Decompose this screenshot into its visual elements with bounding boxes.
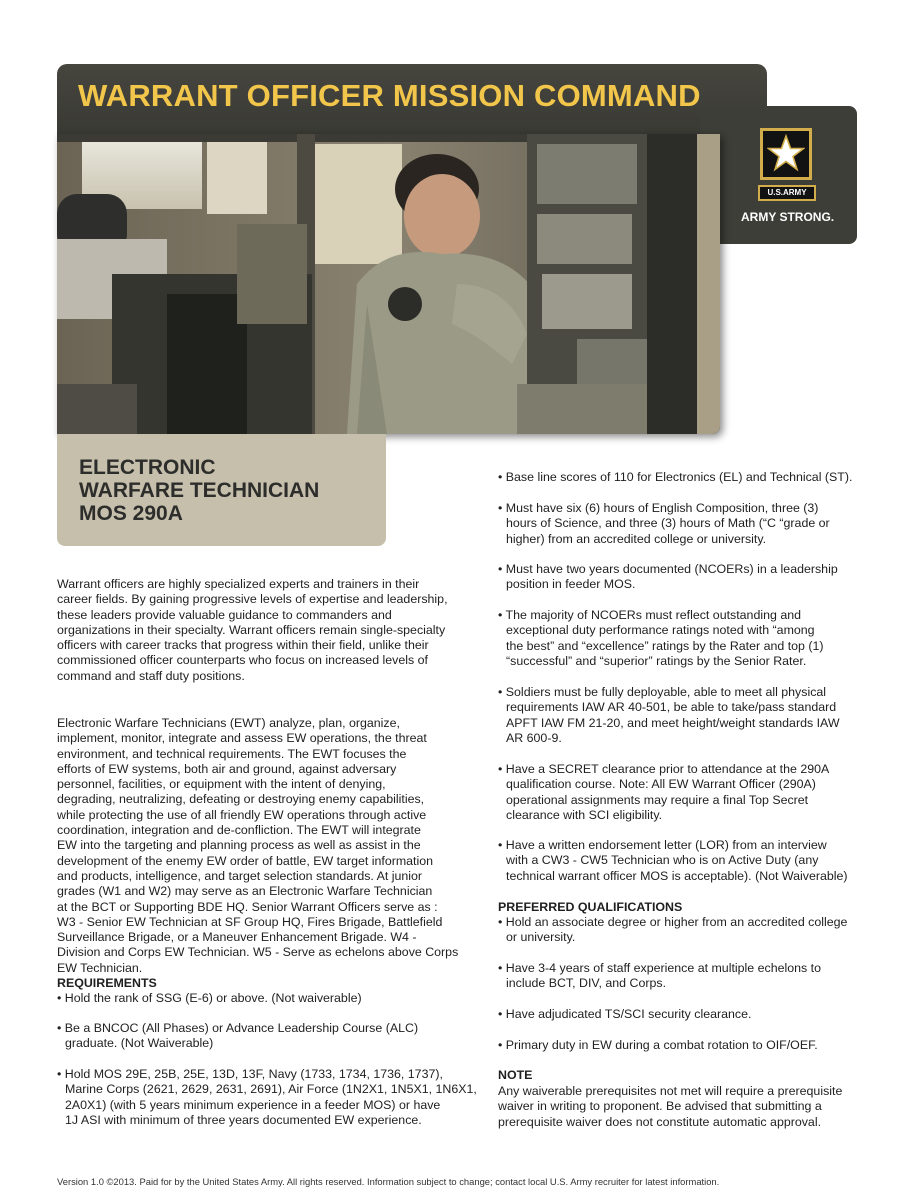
- note-text: [498, 1084, 870, 1130]
- army-star-icon: [760, 128, 812, 180]
- preferred-item: [498, 1038, 870, 1053]
- text-line: operational assignments may require a final Top Secret: [506, 792, 809, 807]
- text-line: EW Technician.: [57, 960, 143, 975]
- text-line: • Have adjudicated TS/SCI security clearance.: [498, 1007, 752, 1021]
- intro-paragraph: [57, 577, 465, 684]
- text-line: graduate. (Not Waiverable): [65, 1036, 214, 1051]
- text-line: • Hold the rank of SSG (E-6) or above. (Not waiverable): [57, 991, 362, 1005]
- text-line: hours of Science, and three (3) hours of Math (“C “grade or: [506, 516, 830, 531]
- text-line: Warrant officers are highly specialized experts and trainers in their: [57, 577, 420, 591]
- text-line: APFT IAW FM 21-20, and meet height/weight standards IAW: [506, 715, 840, 730]
- text-line: Any waiverable prerequisites not met will require a prerequisite: [498, 1084, 843, 1098]
- text-line: qualification course. Note: All EW Warrant Officer (290A): [506, 777, 816, 792]
- job-title-line: WARFARE TECHNICIAN: [79, 479, 320, 502]
- page-title: WARRANT OFFICER MISSION COMMAND: [78, 78, 701, 113]
- text-line: implement, monitor, integrate and assess EW operations, the threat: [57, 731, 427, 746]
- requirement-item: [57, 991, 467, 1006]
- text-line: • Have a SECRET clearance prior to attendance at the 290A: [498, 762, 830, 776]
- text-line: include BCT, DIV, and Corps.: [506, 976, 667, 991]
- text-line: or university.: [506, 930, 576, 945]
- text-line: “successful” and “superior” ratings by the Senior Rater.: [506, 653, 807, 668]
- text-line: prerequisite waiver does not constitute automatic approval.: [498, 1114, 822, 1129]
- text-line: personnel, facilities, or equipment with the intent of denying,: [57, 777, 386, 792]
- text-line: higher) from an accredited college or university.: [506, 531, 767, 546]
- requirement-item: [498, 470, 870, 485]
- text-line: 2A0X1) (with 5 years minimum experience in a feeder MOS) or have: [65, 1097, 441, 1112]
- text-line: technical warrant officer MOS is acceptable). (Not Waiverable): [506, 868, 848, 883]
- text-line: exceptional duty performance ratings noted with “among: [506, 623, 815, 638]
- army-strong-slogan: ARMY STRONG.: [741, 210, 835, 224]
- text-line: while protecting the use of all friendly EW operations through active: [57, 807, 427, 822]
- text-line: organizations in their specialty. Warrant officers remain single-specialty: [57, 622, 446, 637]
- text-line: at the BCT or Supporting BDE HQ. Senior Warrant Officers serve as :: [57, 899, 438, 914]
- text-line: requirements IAW AR 40-501, be able to take/pass standard: [506, 700, 837, 715]
- text-line: efforts of EW systems, both air and ground, against adversary: [57, 761, 397, 776]
- text-line: • Have 3-4 years of staff experience at multiple echelons to: [498, 961, 821, 975]
- job-title-mos: MOS 290A: [79, 502, 183, 525]
- preferred-item: [498, 1007, 870, 1022]
- text-line: coordination, integration and de-confliction. The EWT will integrate: [57, 823, 421, 838]
- requirement-item: [498, 838, 870, 884]
- text-line: Marine Corps (2621, 2629, 2631, 2691), Air Force (1N2X1, 1N5X1, 1N6X1,: [65, 1082, 477, 1097]
- text-line: grades (W1 and W2) may serve as an Electronic Warfare Technician: [57, 884, 433, 899]
- text-line: • Soldiers must be fully deployable, able to meet all physical: [498, 685, 827, 699]
- text-line: career fields. By gaining progressive levels of expertise and leadership,: [57, 592, 448, 607]
- text-line: 1J ASI with minimum of three years documented EW experience.: [65, 1112, 422, 1127]
- text-line: officers with career tracks that progress within their field, unlike their: [57, 638, 429, 653]
- text-line: clearance with SCI eligibility.: [506, 807, 663, 822]
- text-line: the best” and “excellence” ratings by the Rater and top (1): [506, 638, 824, 653]
- text-line: • Hold an associate degree or higher from an accredited college: [498, 915, 848, 929]
- text-line: waiver in writing to proponent. Be advised that submitting a: [498, 1099, 822, 1114]
- requirement-item: [498, 562, 870, 593]
- text-line: • Have a written endorsement letter (LOR) from an interview: [498, 838, 827, 852]
- text-line: position in feeder MOS.: [506, 577, 636, 592]
- footer-disclaimer: Version 1.0 ©2013. Paid for by the United States Army. All rights reserved. Information subject to change; contact local U.S. Army recruiter for latest information.: [57, 1176, 720, 1187]
- text-line: commissioned officer counterparts who focus on increased levels of: [57, 653, 428, 668]
- text-line: degrading, neutralizing, defeating or destroying enemy capabilities,: [57, 792, 425, 807]
- text-line: Electronic Warfare Technicians (EWT) analyze, plan, organize,: [57, 716, 400, 730]
- text-line: AR 600-9.: [506, 730, 562, 745]
- text-line: W3 - Senior EW Technician at SF Group HQ, Fires Brigade, Battlefield: [57, 914, 443, 929]
- army-logo: [758, 128, 816, 206]
- us-army-wordmark: U.S.ARMY: [758, 185, 816, 201]
- text-line: • Base line scores of 110 for Electronics (EL) and Technical (ST).: [498, 470, 853, 484]
- text-line: Surveillance Brigade, or a Maneuver Enhancement Brigade. W4 -: [57, 930, 417, 945]
- preferred-qualifications-heading: PREFERRED QUALIFICATIONS: [498, 900, 683, 914]
- text-line: command and staff duty positions.: [57, 668, 245, 683]
- requirement-item: [57, 1021, 467, 1052]
- text-line: and products, intelligence, and target selection standards. At junior: [57, 868, 423, 883]
- text-line: EW into the targeting and planning process as well as assist in the: [57, 838, 421, 853]
- requirement-item: [498, 608, 870, 669]
- preferred-item: [498, 961, 870, 992]
- preferred-item: [498, 915, 870, 946]
- text-line: Division and Corps EW Technician. W5 - Serve as echelons above Corps: [57, 945, 459, 960]
- job-title-box: [57, 434, 386, 546]
- text-line: development of the enemy EW order of battle, EW target information: [57, 853, 434, 868]
- header-photo: [57, 134, 720, 434]
- ewt-description-paragraph: [57, 716, 465, 976]
- text-line: • Must have two years documented (NCOERs) in a leadership: [498, 562, 838, 576]
- requirement-item: [498, 762, 870, 823]
- text-line: with a CW3 - CW5 Technician who is on Active Duty (any: [506, 853, 819, 868]
- text-line: these leaders provide valuable guidance to commanders and: [57, 607, 392, 622]
- text-line: • Be a BNCOC (All Phases) or Advance Leadership Course (ALC): [57, 1021, 419, 1035]
- text-line: environment, and technical requirements. The EWT focuses the: [57, 746, 407, 761]
- job-title-line: ELECTRONIC: [79, 456, 216, 479]
- note-heading: NOTE: [498, 1068, 533, 1082]
- text-line: • Hold MOS 29E, 25B, 25E, 13D, 13F, Navy (1733, 1734, 1736, 1737),: [57, 1067, 443, 1081]
- requirement-item: [498, 501, 870, 547]
- requirement-item: [57, 1067, 477, 1128]
- text-line: • The majority of NCOERs must reflect outstanding and: [498, 608, 801, 622]
- text-line: • Primary duty in EW during a combat rotation to OIF/OEF.: [498, 1038, 818, 1052]
- requirement-item: [498, 685, 870, 746]
- requirements-heading: REQUIREMENTS: [57, 976, 157, 990]
- text-line: • Must have six (6) hours of English Composition, three (3): [498, 501, 819, 515]
